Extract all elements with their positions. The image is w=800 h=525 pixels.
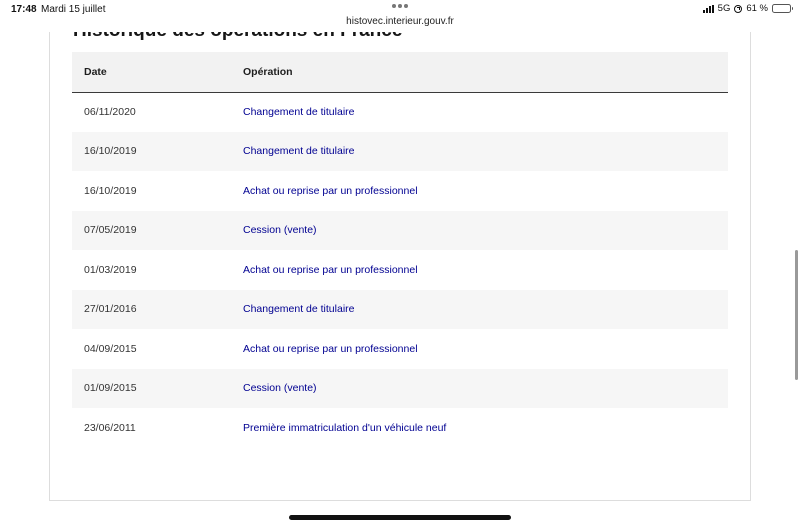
- orientation-lock-icon: [734, 5, 742, 13]
- column-header-date: Date: [72, 52, 231, 92]
- table-row: [72, 171, 728, 211]
- operation-link[interactable]: Première immatriculation d'un véhicule neuf: [243, 421, 447, 434]
- status-indicators: [703, 3, 791, 14]
- row-operation-cell: [231, 408, 728, 448]
- table-row: [72, 92, 728, 132]
- row-operation-cell: [231, 290, 728, 330]
- operation-link[interactable]: Achat ou reprise par un professionnel: [243, 342, 418, 355]
- row-date: 23/06/2011: [72, 408, 231, 448]
- address-bar-url[interactable]: histovec.interieur.gouv.fr: [346, 16, 454, 27]
- row-date: 07/05/2019: [72, 211, 231, 251]
- row-operation-cell: [231, 92, 728, 132]
- row-operation-cell: [231, 211, 728, 251]
- operation-link[interactable]: Achat ou reprise par un professionnel: [243, 263, 418, 276]
- table-row: [72, 329, 728, 369]
- operation-link[interactable]: Achat ou reprise par un professionnel: [243, 184, 418, 197]
- row-date: 27/01/2016: [72, 290, 231, 330]
- row-date: 16/10/2019: [72, 171, 231, 211]
- row-operation-cell: [231, 171, 728, 211]
- status-bar: [0, 0, 800, 32]
- row-date: 16/10/2019: [72, 132, 231, 172]
- operation-link[interactable]: Changement de titulaire: [243, 145, 355, 158]
- operation-link[interactable]: Changement de titulaire: [243, 106, 355, 118]
- table-row: [72, 290, 728, 330]
- cellular-signal-icon: [703, 5, 714, 13]
- multitask-menu-icon[interactable]: [392, 4, 408, 8]
- row-operation-cell: [231, 369, 728, 409]
- date-label: Mardi 15 juillet: [41, 4, 106, 15]
- operation-link[interactable]: Changement de titulaire: [243, 303, 355, 316]
- column-header-operation: Opération: [231, 52, 728, 92]
- table-row: [72, 132, 728, 172]
- network-type: 5G: [717, 3, 731, 14]
- row-date: 06/11/2020: [72, 92, 231, 132]
- operation-link[interactable]: Cession (vente): [243, 382, 317, 395]
- battery-percent: 61 %: [746, 3, 768, 14]
- row-operation-cell: [231, 132, 728, 172]
- row-date: 04/09/2015: [72, 329, 231, 369]
- battery-icon: [772, 4, 791, 13]
- table-row: [72, 408, 728, 448]
- row-operation-cell: [231, 250, 728, 290]
- row-date: 01/09/2015: [72, 369, 231, 409]
- operation-link[interactable]: Cession (vente): [243, 224, 317, 237]
- table-row: [72, 211, 728, 251]
- clock: 17:48: [11, 4, 37, 15]
- table-header-row: [72, 52, 728, 92]
- scrollbar[interactable]: [795, 250, 798, 380]
- row-date: 01/03/2019: [72, 250, 231, 290]
- table-row: [72, 369, 728, 409]
- table-row: [72, 250, 728, 290]
- operations-table: [72, 52, 728, 448]
- row-operation-cell: [231, 329, 728, 369]
- home-indicator[interactable]: [289, 515, 511, 520]
